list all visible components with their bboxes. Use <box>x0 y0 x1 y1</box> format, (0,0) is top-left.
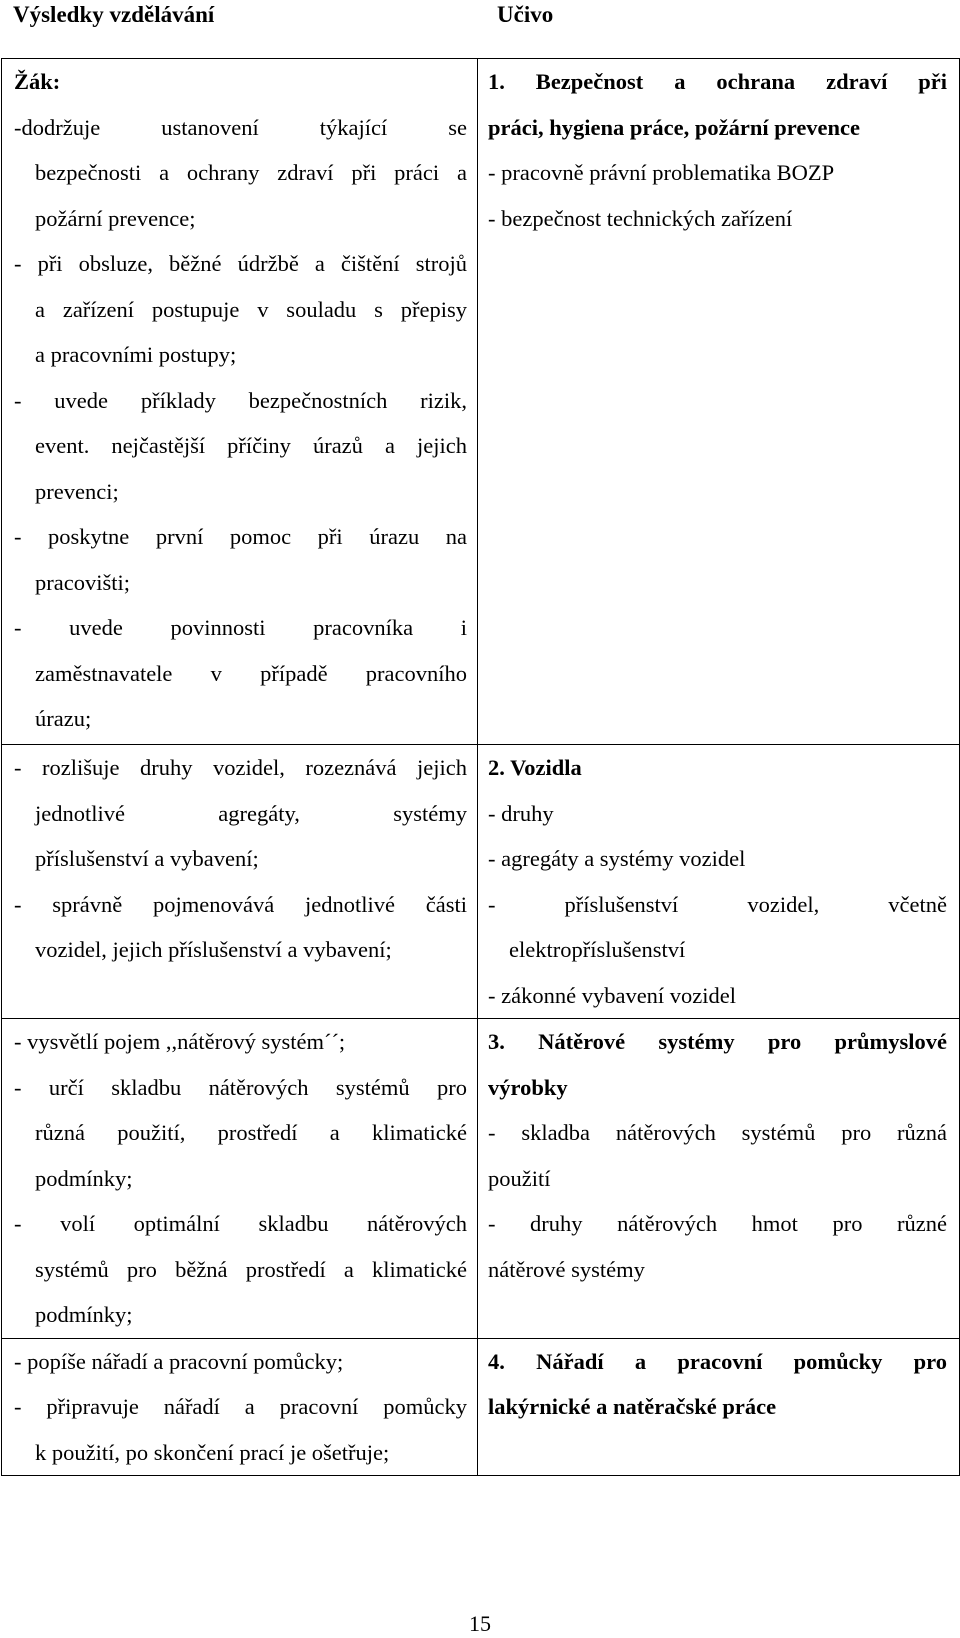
outcome-line: různá použití, prostředí a klimatické <box>35 1120 467 1145</box>
curriculum-line: použití <box>488 1165 551 1191</box>
outcome-line: - poskytne první pomoc při úrazu na <box>14 524 467 549</box>
curriculum-line: - příslušenství vozidel, včetně <box>488 891 947 917</box>
outcomes-cell <box>2 59 478 745</box>
page-number: 15 <box>469 1611 491 1636</box>
outcome-line: - volí optimální skladbu nátěrových <box>14 1211 467 1236</box>
curriculum-line: - pracovně právní problematika BOZP <box>488 160 835 185</box>
outcome-line: -dodržuje ustanovení týkající se <box>14 114 467 140</box>
outcome-line: - rozlišuje druhy vozidel, rozeznává jejich <box>14 755 467 780</box>
table-row <box>2 59 960 745</box>
outcome-line: vozidel, jejich příslušenství a vybavení; <box>35 937 392 962</box>
outcome-line: příslušenství a vybavení; <box>35 846 259 871</box>
curriculum-line: elektropříslušenství <box>509 937 686 962</box>
curriculum-line: - skladba nátěrových systémů pro různá <box>488 1120 947 1145</box>
outcome-line: a zařízení postupuje v souladu s přepisy <box>35 296 467 322</box>
outcome-line: podmínky; <box>35 1165 133 1191</box>
curriculum-line: 4. Nářadí a pracovní pomůcky pro <box>488 1348 947 1374</box>
curriculum-line: 2. Vozidla <box>488 755 582 780</box>
outcome-line: k použití, po skončení prací je ošetřuje; <box>35 1439 390 1465</box>
outcome-line: - určí skladbu nátěrových systémů pro <box>14 1074 467 1100</box>
table-row <box>2 745 960 1019</box>
outcome-line: - připravuje nářadí a pracovní pomůcky <box>14 1394 467 1419</box>
curriculum-line: - agregáty a systémy vozidel <box>488 846 746 871</box>
curriculum-cell <box>478 1019 960 1339</box>
curriculum-line: nátěrové systémy <box>488 1256 645 1282</box>
outcome-line: systémů pro běžná prostředí a klimatické <box>35 1256 467 1282</box>
outcome-line: bezpečnosti a ochrany zdraví při práci a <box>35 160 467 185</box>
curriculum-line: - bezpečnost technických zařízení <box>488 205 793 231</box>
curriculum-line: - druhy nátěrových hmot pro různé <box>488 1211 947 1236</box>
outcome-line: Žák: <box>14 69 61 94</box>
curriculum-cell <box>478 1338 960 1476</box>
curriculum-table <box>1 58 960 1476</box>
curriculum-line: práci, hygiena práce, požární prevence <box>488 114 861 140</box>
outcome-line: jednotlivé agregáty, systémy <box>35 800 467 826</box>
column-header-curriculum: Učivo <box>497 2 554 27</box>
outcome-line: event. nejčastější příčiny úrazů a jejich <box>35 433 467 458</box>
curriculum-line: lakýrnické a natěračské práce <box>488 1394 777 1419</box>
outcome-line: podmínky; <box>35 1302 133 1327</box>
outcome-line: - správně pojmenovává jednotlivé části <box>14 891 467 917</box>
outcome-line: - uvede povinnosti pracovníka i <box>14 615 467 640</box>
table-row <box>2 1019 960 1339</box>
outcome-line: - vysvětlí pojem ,,nátěrový systém´´; <box>14 1029 346 1054</box>
outcome-line: úrazu; <box>35 706 92 731</box>
curriculum-line: - zákonné vybavení vozidel <box>488 982 737 1008</box>
curriculum-line: 3. Nátěrové systémy pro průmyslové <box>488 1029 947 1054</box>
outcomes-cell <box>2 745 478 1019</box>
outcome-line: zaměstnavatele v případě pracovního <box>35 660 467 686</box>
outcomes-cell <box>2 1019 478 1339</box>
outcome-line: pracovišti; <box>35 569 130 595</box>
curriculum-line: výrobky <box>488 1074 568 1100</box>
column-header-outcomes: Výsledky vzdělávání <box>13 2 215 27</box>
outcome-line: - uvede příklady bezpečnostních rizik, <box>14 387 467 413</box>
outcome-line: - popíše nářadí a pracovní pomůcky; <box>14 1348 344 1374</box>
curriculum-cell <box>478 745 960 1019</box>
table-row <box>2 1338 960 1476</box>
curriculum-cell <box>478 59 960 745</box>
outcome-line: prevenci; <box>35 478 119 504</box>
outcome-line: a pracovními postupy; <box>35 342 237 367</box>
outcome-line: - při obsluze, běžné údržbě a čištění strojů <box>14 251 467 276</box>
outcomes-cell <box>2 1338 478 1476</box>
outcome-line: požární prevence; <box>35 205 196 231</box>
curriculum-line: 1. Bezpečnost a ochrana zdraví při <box>488 69 947 94</box>
curriculum-line: - druhy <box>488 800 554 826</box>
